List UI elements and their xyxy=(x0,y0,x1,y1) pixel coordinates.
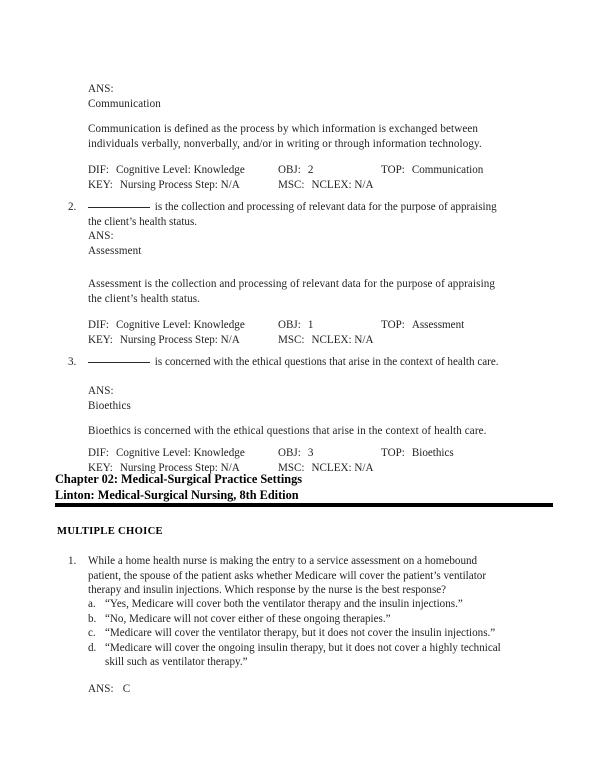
metadata-row xyxy=(88,333,508,348)
mc-ans-value: C xyxy=(122,683,131,695)
msc-label: MSC: xyxy=(278,333,305,346)
mc-question-1-stem: While a home health nurse is making the entry to a service assessment on a homebound patient, the spouse of the patient asks whether Medicare will cover the patient’s ventilator therapy and insulin injections. Which response by the nurse is the best response? xyxy=(88,555,487,597)
key-label: KEY: xyxy=(88,461,113,474)
obj-label: OBJ: xyxy=(278,319,301,331)
question-2-number: 2. xyxy=(68,201,77,213)
question-3-number: 3. xyxy=(68,356,77,368)
dif-cell xyxy=(88,446,245,461)
obj-value: 3 xyxy=(307,447,314,459)
obj-cell xyxy=(278,446,313,461)
q2-rationale: Assessment is the collection and processing of relevant data for the purpose of appraising the client’s health status. xyxy=(88,278,498,305)
dif-value: Cognitive Level: Knowledge xyxy=(115,319,245,331)
q3-metadata xyxy=(88,446,508,475)
msc-cell xyxy=(278,333,373,348)
choice-option-d[interactable] xyxy=(88,641,503,670)
chapter-divider-rule xyxy=(55,503,553,507)
obj-cell xyxy=(278,163,313,178)
q2-ans-label: ANS: xyxy=(88,230,114,242)
mc-question-1-answer xyxy=(88,682,498,697)
obj-value: 1 xyxy=(307,319,314,331)
chapter-title-line-1: Chapter 02: Medical-Surgical Practice Settings xyxy=(55,472,303,486)
top-cell xyxy=(381,446,454,461)
choice-d-letter: d. xyxy=(88,641,97,654)
choice-option-a[interactable] xyxy=(88,597,503,612)
key-value: Nursing Process Step: N/A xyxy=(119,178,240,191)
top-label: TOP: xyxy=(381,164,405,176)
top-cell xyxy=(381,318,464,333)
choice-b-text: “No, Medicare will not cover either of these ongoing therapies.” xyxy=(105,612,391,625)
q2-ans-value: Assessment xyxy=(88,244,142,257)
obj-label: OBJ: xyxy=(278,164,301,176)
q2-metadata xyxy=(88,318,508,347)
top-label: TOP: xyxy=(381,319,405,331)
obj-label: OBJ: xyxy=(278,447,301,459)
obj-cell xyxy=(278,318,313,333)
q1-ans-label: ANS: xyxy=(88,83,114,95)
q1-rationale: Communication is defined as the process by which information is exchanged between individuals verbally, nonverbally, and/or in writing or through information technology. xyxy=(88,123,482,150)
choice-c-text: “Medicare will cover the ventilator therapy, but it does not cover the insulin injections.” xyxy=(105,627,496,640)
question-2-stem-text: is the collection and processing of relevant data for the purpose of appraising the client’s health status. xyxy=(88,201,497,228)
mc-question-1 xyxy=(68,554,508,598)
key-label: KEY: xyxy=(88,333,113,346)
msc-value: NCLEX: N/A xyxy=(311,178,374,191)
choice-d-text: “Medicare will cover the ongoing insulin therapy, but it does not cover a highly technical skill such as ventilator therapy.” xyxy=(105,641,501,669)
metadata-row xyxy=(88,163,508,178)
choice-c-letter: c. xyxy=(88,627,96,640)
chapter-title-line-2: Linton: Medical-Surgical Nursing, 8th Edition xyxy=(55,488,299,502)
choice-option-c[interactable] xyxy=(88,626,503,641)
dif-label: DIF: xyxy=(88,447,109,459)
q1-ans-value: Communication xyxy=(88,97,161,110)
msc-cell xyxy=(278,178,373,193)
section-heading-multiple-choice: MULTIPLE CHOICE xyxy=(57,526,163,537)
q1-metadata xyxy=(88,163,508,192)
top-value: Bioethics xyxy=(411,447,454,459)
top-cell xyxy=(381,163,483,178)
question-3-stem xyxy=(88,355,523,370)
choice-a-letter: a. xyxy=(88,598,96,610)
msc-value: NCLEX: N/A xyxy=(311,333,374,346)
key-cell xyxy=(88,178,240,193)
mc-question-1-choices xyxy=(88,597,503,670)
obj-value: 2 xyxy=(307,164,314,176)
dif-value: Cognitive Level: Knowledge xyxy=(115,447,245,459)
dif-value: Cognitive Level: Knowledge xyxy=(115,164,245,176)
mc-question-1-number: 1. xyxy=(68,555,77,567)
choice-option-b[interactable] xyxy=(88,612,503,627)
key-cell xyxy=(88,333,240,348)
q3-ans-label: ANS: xyxy=(88,385,114,397)
dif-cell xyxy=(88,318,245,333)
mc-ans-label: ANS: xyxy=(88,683,114,695)
q3-rationale: Bioethics is concerned with the ethical questions that arise in the context of health care. xyxy=(88,425,487,437)
key-value: Nursing Process Step: N/A xyxy=(119,461,240,474)
msc-label: MSC: xyxy=(278,178,305,191)
metadata-row xyxy=(88,178,508,193)
dif-label: DIF: xyxy=(88,319,109,331)
fill-in-blank xyxy=(88,207,150,208)
q3-ans-value: Bioethics xyxy=(88,399,131,412)
key-label: KEY: xyxy=(88,178,113,191)
choice-a-text: “Yes, Medicare will cover both the ventilator therapy and the insulin injections.” xyxy=(105,598,463,610)
top-value: Communication xyxy=(411,164,484,176)
question-3-stem-text: is concerned with the ethical questions that arise in the context of health care. xyxy=(152,356,499,368)
metadata-row xyxy=(88,318,508,333)
top-label: TOP: xyxy=(381,447,405,459)
top-value: Assessment xyxy=(411,319,465,331)
msc-label: MSC: xyxy=(278,461,305,474)
msc-value: NCLEX: N/A xyxy=(311,461,374,474)
dif-cell xyxy=(88,163,245,178)
fill-in-blank xyxy=(88,362,150,363)
question-3 xyxy=(68,355,523,370)
key-value: Nursing Process Step: N/A xyxy=(119,333,240,346)
dif-label: DIF: xyxy=(88,164,109,176)
choice-b-letter: b. xyxy=(88,612,97,625)
metadata-row xyxy=(88,446,508,461)
question-2 xyxy=(68,200,508,229)
question-2-stem xyxy=(88,200,508,229)
